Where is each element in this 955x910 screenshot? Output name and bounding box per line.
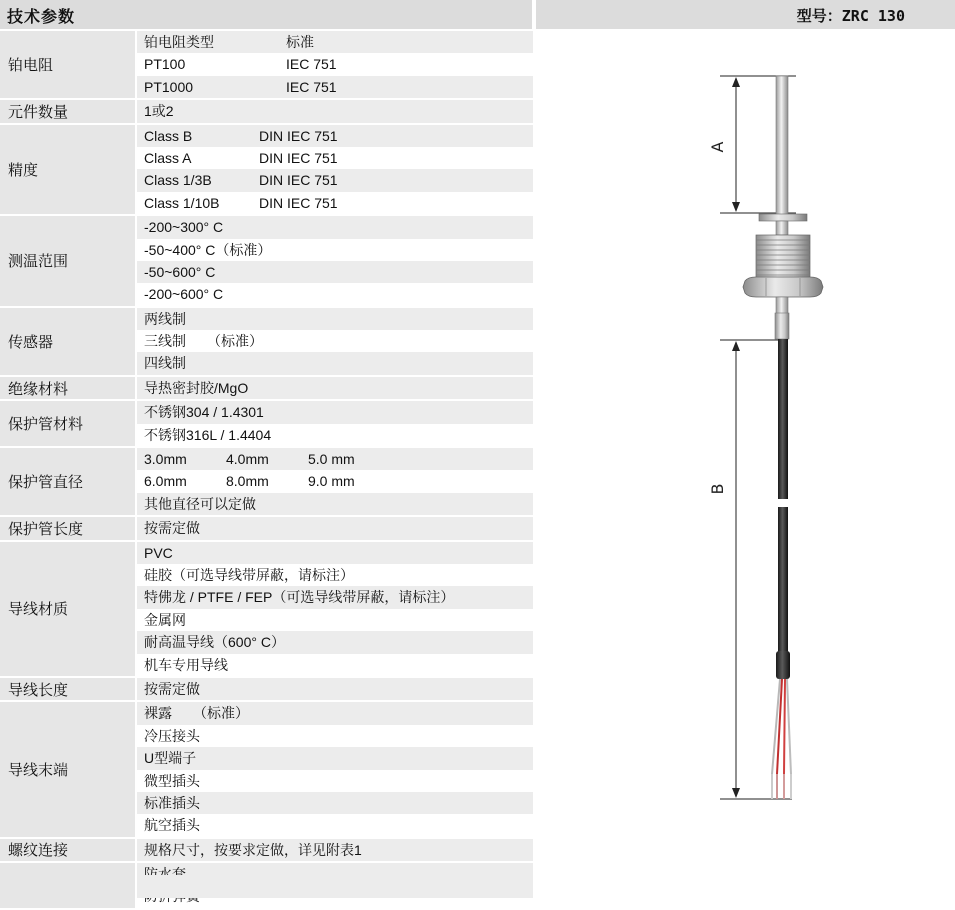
spec-label [0,702,135,838]
spec-label [0,839,135,863]
spec-group [0,31,533,100]
spec-group [0,216,533,308]
spec-value-row [137,542,533,564]
spec-value-row [137,239,533,261]
spec-header [0,0,532,29]
spec-value-cell: 金属网 [144,611,186,628]
spec-group [0,678,533,702]
spec-value-row [137,125,533,147]
spec-value-row [137,53,533,75]
spec-label-text: 铂电阻 [8,56,54,75]
spec-values [137,308,533,377]
spec-value-row [137,654,533,676]
spec-value-row [137,839,533,861]
spec-group [0,517,533,541]
spec-value-cell: 按需定做 [144,680,200,697]
spec-label [0,31,135,100]
spec-value-cell: -50~600° C [144,263,216,280]
spec-label-text: 螺纹连接 [8,841,69,860]
spec-value-row [137,308,533,330]
spec-value-row [137,470,533,492]
spec-value-cell: 不锈钢316L / 1.4404 [144,426,272,443]
spec-value-row [137,401,533,423]
spec-value-cell: 四线制 [144,355,186,372]
spec-value-row [137,564,533,586]
spec-value-row [137,31,533,53]
spec-value-row [137,702,533,724]
sensor-drawing [536,29,955,898]
spec-value-cell: 其他直径可以定做 [144,495,256,512]
spec-value-row [137,792,533,814]
spec-table [0,31,533,910]
spec-title: 技术参数 [7,7,76,26]
spec-label-text: 保护管材料 [8,415,84,434]
cable-end-sleeve [776,651,790,679]
lead-wires [772,679,791,799]
spec-value-cell: DIN IEC 751 [259,172,338,189]
spec-value-cell: PT1000 [144,78,194,95]
spec-label-text: 导线末端 [8,761,69,779]
spec-value-cell: 耐高温导线（600° C） [144,634,285,651]
spec-value-row [137,192,533,214]
spec-values [137,542,533,678]
spec-group [0,542,533,678]
spec-group [0,702,533,838]
cable-upper [778,339,788,499]
spec-value-row [137,76,533,98]
spec-value-cell: 8.0mm [226,473,269,490]
spec-value-cell: -200~300° C [144,219,224,236]
spec-label [0,377,135,401]
spec-value-cell: 4.0mm [226,451,269,468]
spec-value-row [137,377,533,399]
spec-values [137,678,533,702]
spec-label-text: 精度 [8,160,39,179]
spec-label-text: 测温范围 [8,252,69,271]
spec-value-cell: DIN IEC 751 [259,127,338,144]
spec-value-cell: Class B [144,127,193,144]
spec-value-cell: 规格尺寸，按要求定做，详见附表1 [144,841,362,858]
model-label: 型号：ZRC 130 [796,7,905,25]
spec-value-cell: 不锈钢304 / 1.4301 [144,404,264,421]
spec-value-row [137,147,533,169]
spec-value-cell: Class 1/10B [144,194,220,211]
spec-value-cell: DIN IEC 751 [259,149,338,166]
spec-value-cell: 5.0 mm [308,451,355,468]
spec-value-cell: 1或2 [144,103,174,120]
spec-value-row [137,283,533,305]
spec-label [0,125,135,217]
spec-value-cell: 标准插头 [144,794,200,811]
spec-value-row [137,424,533,446]
spec-label-text: 导线材质 [8,600,69,619]
spec-value-row [137,725,533,747]
spec-values [137,31,533,100]
probe-tube [776,76,788,216]
spec-group [0,448,533,517]
spec-values [137,216,533,308]
spec-group [0,839,533,863]
spec-value-cell: U型端子 [144,750,197,767]
spec-values [137,839,533,863]
spec-label-text: 元件数量 [8,102,69,121]
spec-group [0,308,533,377]
spec-value-row [137,586,533,608]
spec-value-cell: 微型插头 [144,772,200,789]
spec-value-cell: 铂电阻类型 [144,34,214,50]
spec-value-row [137,100,533,122]
table-footer [0,875,533,898]
spec-value-cell: 硅胶（可选导线带屏蔽，请标注） [144,566,354,583]
spec-value-cell: 特佛龙 / PTFE / FEP（可选导线带屏蔽，请标注） [144,589,455,606]
spec-value-cell: 6.0mm [144,473,187,490]
spec-values [137,448,533,517]
spec-value-cell: -200~600° C [144,286,224,303]
spec-label [0,401,135,448]
spec-value-cell: IEC 751 [286,56,337,73]
spec-value-row [137,517,533,539]
spec-value-row [137,261,533,283]
spec-value-cell: 标准 [286,34,314,50]
thread-fitting [743,235,823,297]
spec-value-row [137,448,533,470]
spec-label-text: 传感器 [8,332,54,351]
spec-value-cell: 冷压接头 [144,727,200,744]
spec-value-row [137,352,533,374]
spec-value-row [137,747,533,769]
spec-values [137,517,533,541]
dimension-b-label: B [708,483,727,495]
spec-group [0,401,533,448]
spec-values [137,401,533,448]
spec-value-row [137,169,533,191]
spec-label-text: 绝缘材料 [8,379,69,398]
spec-value-cell: 9.0 mm [308,473,355,490]
spec-values [137,100,533,124]
spec-group [0,377,533,401]
spec-values [137,702,533,838]
spec-value-row [137,678,533,700]
spec-value-cell: IEC 751 [286,78,337,95]
spec-value-cell: PT100 [144,56,186,73]
spec-value-cell: Class A [144,149,192,166]
spec-value-cell: PVC [144,544,173,561]
spec-value-row [137,631,533,653]
spec-value-cell: 三线制 （标准） [144,333,263,350]
spec-value-cell: 两线制 [144,310,186,327]
spec-value-cell: 裸露 （标准） [144,705,249,722]
spec-value-cell: 航空插头 [144,817,200,834]
cable-lower [778,507,788,657]
spec-value-row [137,814,533,836]
spec-label-text: 保护管长度 [8,519,84,538]
spec-value-cell: 导热密封胶/MgO [144,379,249,396]
spec-values [137,377,533,401]
spec-value-row [137,770,533,792]
spec-label-text: 导线长度 [8,680,69,699]
spec-label [0,678,135,702]
spec-value-row [137,216,533,238]
spec-group [0,125,533,217]
spec-group [0,100,533,124]
spec-value-cell: DIN IEC 751 [259,194,338,211]
spec-value-cell: 机车专用导线 [144,656,228,673]
spec-label [0,542,135,678]
dimension-a-label: A [708,141,727,153]
spec-value-row [137,330,533,352]
washer [759,214,807,221]
spec-value-row [137,493,533,515]
spec-values [137,125,533,217]
spec-value-row [137,609,533,631]
spec-value-cell: Class 1/3B [144,172,212,189]
spec-label [0,308,135,377]
spec-label [0,216,135,308]
spec-value-cell: 按需定做 [144,520,200,537]
spec-label-text: 保护管直径 [8,473,84,492]
spec-value-cell: 3.0mm [144,451,187,468]
spec-value-cell: -50~400° C（标准） [144,241,272,258]
spec-label [0,517,135,541]
spec-label [0,448,135,517]
model-header [536,0,955,29]
spec-label [0,100,135,124]
